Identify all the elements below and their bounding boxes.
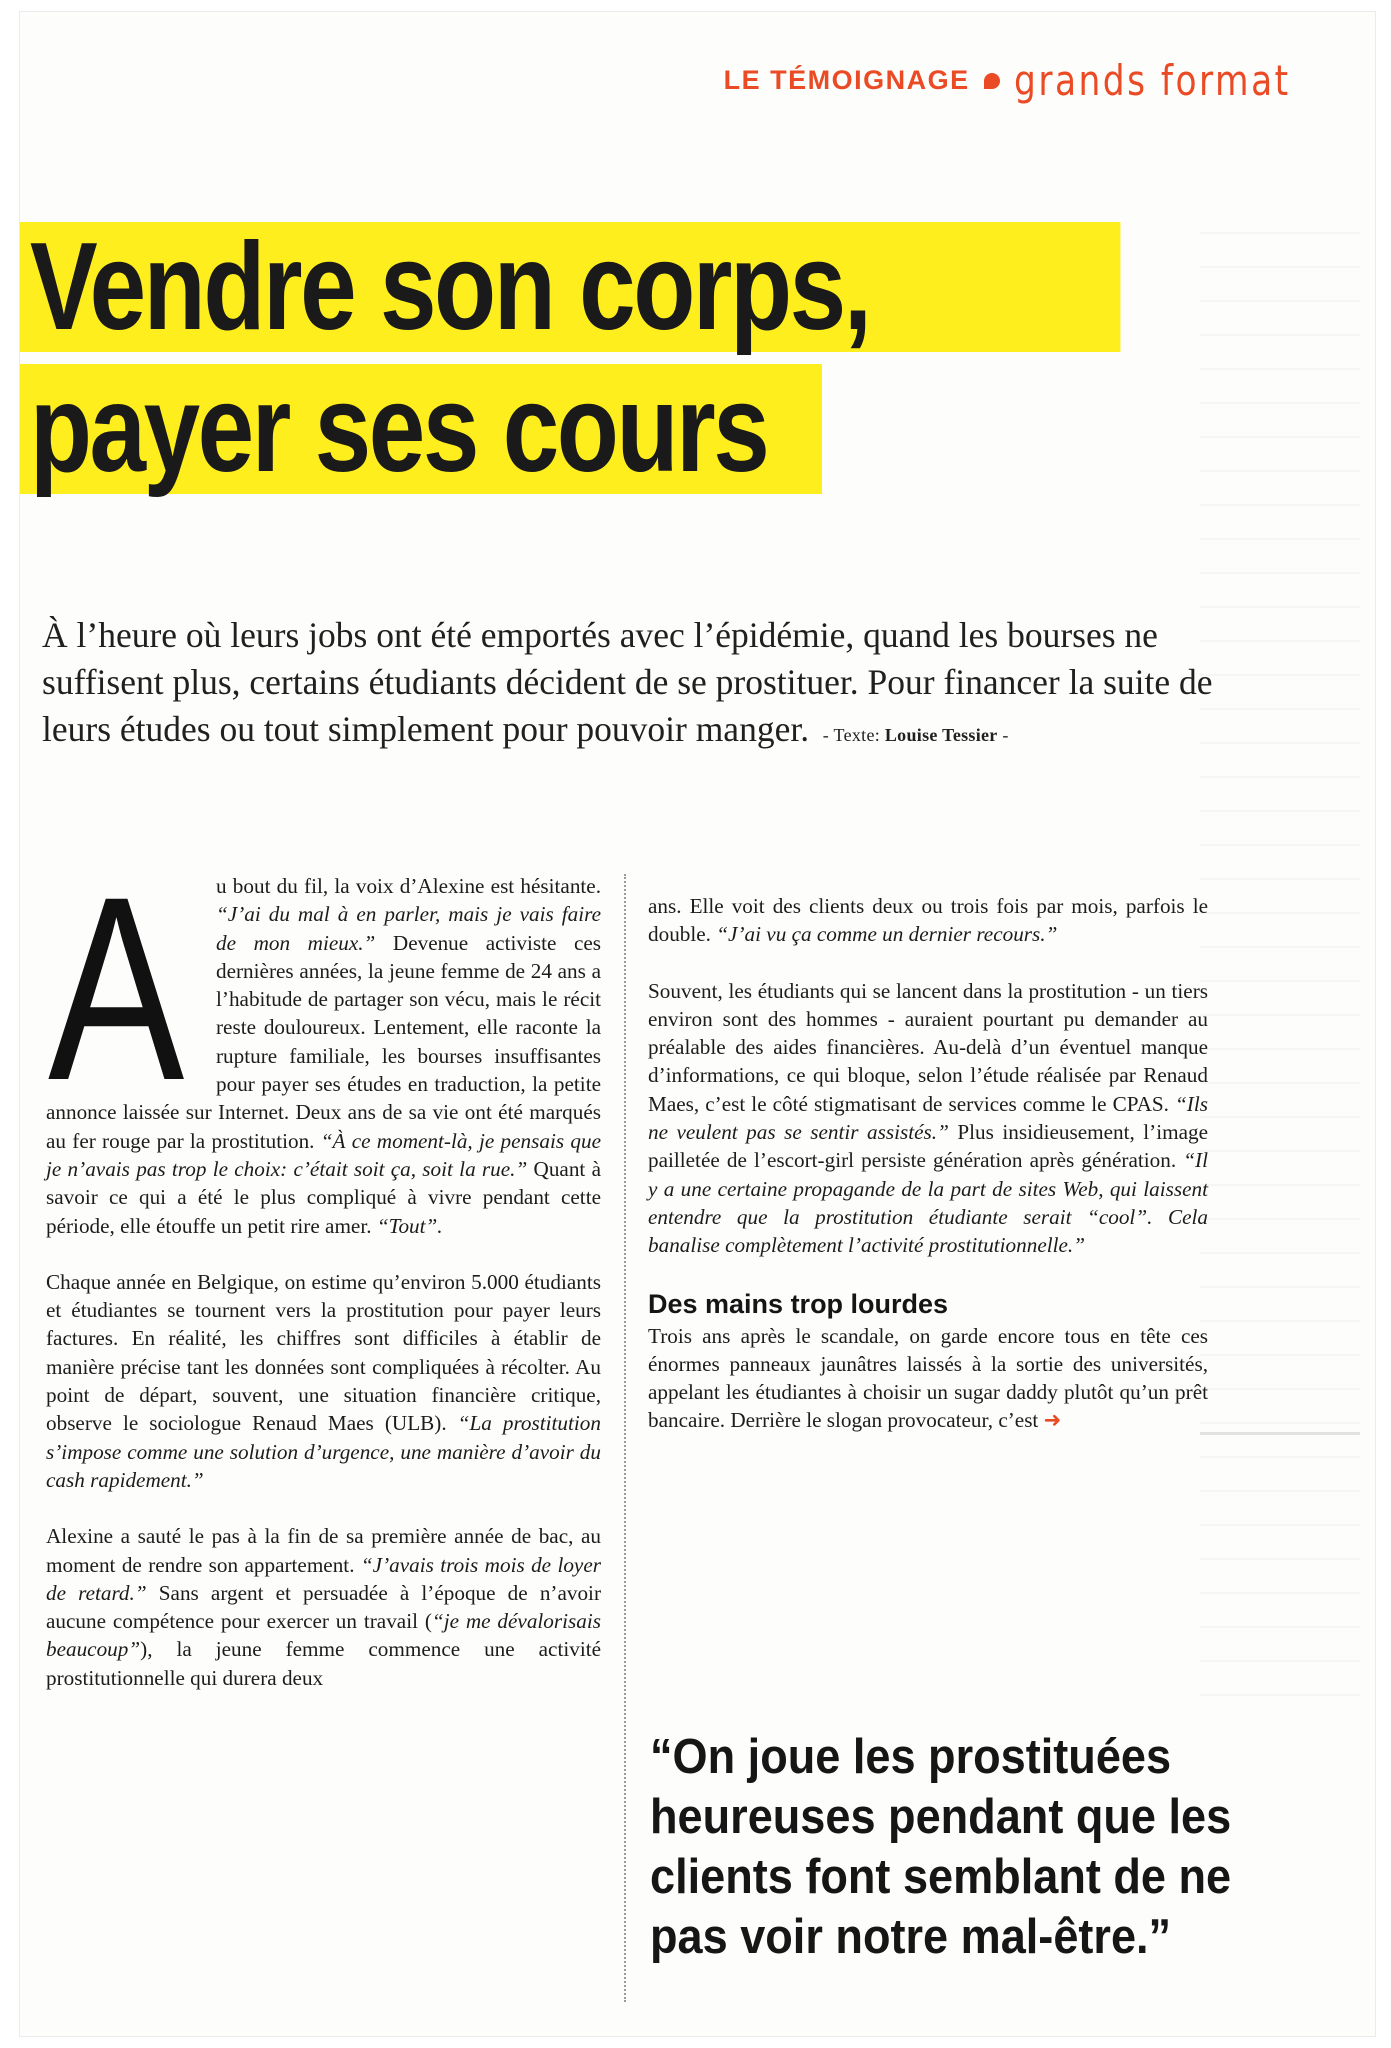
- article-column-left: [46, 842, 602, 1720]
- quote-run: “J’ai vu ça comme un dernier recours.”: [716, 922, 1058, 947]
- lead-text: À l’heure où leurs jobs ont été emportés avec l’épidémie, quand les bourses ne suffisent plus, certains étudiants décident de se prostituer. Pour financer la suite de leurs études ou tout simplement pour pouvoir manger.: [42, 615, 1213, 749]
- text-run: ans. Elle voit des clients deux ou trois fois par mois, parfois le double.: [648, 894, 1208, 947]
- text-run: Plus insidieusement, l’image pailletée de l’escort-girl persiste génération après génération.: [648, 1120, 1208, 1173]
- text-run: Chaque année en Belgique, on estime qu’environ 5.000 étudiants et étudiantes se tournent vers la prostitution pour payer leurs factures. En réalité, les chiffres sont difficiles à établir de manière précise tant les données sont compliquées à récolter. Au point de départ, souvent, une situation financière critique, observe le sociologue Renaud Maes (ULB).: [46, 1269, 601, 1436]
- speech-bubble-icon: [984, 73, 1000, 89]
- quote-run: “Il y a une certaine propagande de la part de sites Web, qui laissent entendre que la prostitution étudiante serait “cool”. Cela banalise complètement l’activité prostitutionnelle.”: [648, 1148, 1208, 1258]
- text-run: Trois ans après le scandale, on garde encore tous en tête ces énormes panneaux jaunâtres laissés à la sortie des universités, appelant les étudiantes à choisir un sugar daddy plutôt qu’un prêt bancaire. Derrière le slogan provocateur, c’est: [648, 1323, 1208, 1433]
- section-rubric: [724, 56, 1351, 105]
- quote-run: “J’ai du mal à en parler, mais je vais faire de mon mieux.”: [216, 902, 601, 955]
- text-run: Souvent, les étudiants qui se lancent dans la prostitution - un tiers environ sont des hommes - auraient pourtant pu demander au préalable des aides financières. Au-delà d’un éventuel manque d’informations, ce qui bloque, selon l’étude réalisée par Renaud Maes, c’est le côté stigmatisant de services comme le CPAS.: [648, 978, 1208, 1116]
- quote-run: “J’avais trois mois de loyer de retard.”: [46, 1552, 601, 1605]
- paragraph: [648, 1322, 1208, 1435]
- byline-suffix: -: [1002, 725, 1009, 745]
- drop-cap: A: [48, 842, 185, 1135]
- article-column-right: [648, 892, 1208, 1463]
- paragraph: [648, 892, 1208, 949]
- byline-prefix: - Texte:: [822, 725, 881, 745]
- quote-run: “À ce moment-là, je pensais que je n’avais pas trop le choix: c’était soit ça, soit la rue.”: [46, 1128, 601, 1181]
- column-divider: [624, 874, 626, 2002]
- paragraph: [46, 1268, 601, 1494]
- continue-arrow-icon: ➜: [1043, 1407, 1062, 1433]
- byline: [818, 725, 1009, 745]
- headline: [20, 218, 1362, 498]
- pull-quote: “On joue les prostituées heureuses pendant que les clients font semblant de ne pas voir notre mal-être.”: [650, 1730, 1232, 1964]
- paragraph: [46, 842, 601, 1240]
- quote-run: “La prostitution s’impose comme une solution d’urgence, une manière d’avoir du cash rapidement.”: [46, 1411, 601, 1492]
- paragraph: [648, 977, 1208, 1260]
- rubric-section: LE TÉMOIGNAGE: [723, 65, 970, 95]
- text-run: ), la jeune femme commence une activité prostitutionnelle qui durera deux: [46, 1637, 601, 1690]
- rubric-format: grands format: [1013, 56, 1291, 105]
- subheading: Des mains trop lourdes: [648, 1288, 949, 1319]
- text-run: Alexine a sauté le pas à la fin de sa première année de bac, au moment de rendre son appartement.: [46, 1524, 601, 1577]
- quote-run: “je me dévalorisais beaucoup”: [46, 1609, 602, 1662]
- text-run: Sans argent et persuadée à l’époque de n’avoir aucune compétence pour exercer un travail (: [46, 1580, 602, 1634]
- side-rule: [1200, 1432, 1360, 1435]
- quote-run: “Ils ne veulent pas se sentir assistés.”: [648, 1091, 1208, 1145]
- text-run: Devenue activiste ces dernières années, la jeune femme de 24 ans a l’habitude de partager son vécu, mais le récit reste douloureux. Lentement, elle raconte la rupture familiale, les bourses insuffisantes pour payer ses études en traduction, la petite annonce laissée sur Internet. Deux ans de sa vie ont été marqués au fer rouge par la prostitution.: [46, 930, 601, 1153]
- text-run: Quant à savoir ce qui a été le plus compliqué à vivre pendant cette période, elle étouffe un petit rire amer.: [46, 1156, 601, 1238]
- quote-run: “Tout”.: [376, 1213, 443, 1238]
- lead-paragraph: [42, 612, 1222, 759]
- headline-line-2: payer ses cours: [20, 364, 822, 494]
- byline-author: Louise Tessier: [884, 725, 998, 745]
- magazine-page: [20, 12, 1375, 2036]
- paragraph: [46, 1522, 601, 1692]
- text-run: u bout du fil, la voix d’Alexine est hésitante.: [216, 874, 601, 898]
- headline-line-1: Vendre son corps,: [20, 222, 1120, 352]
